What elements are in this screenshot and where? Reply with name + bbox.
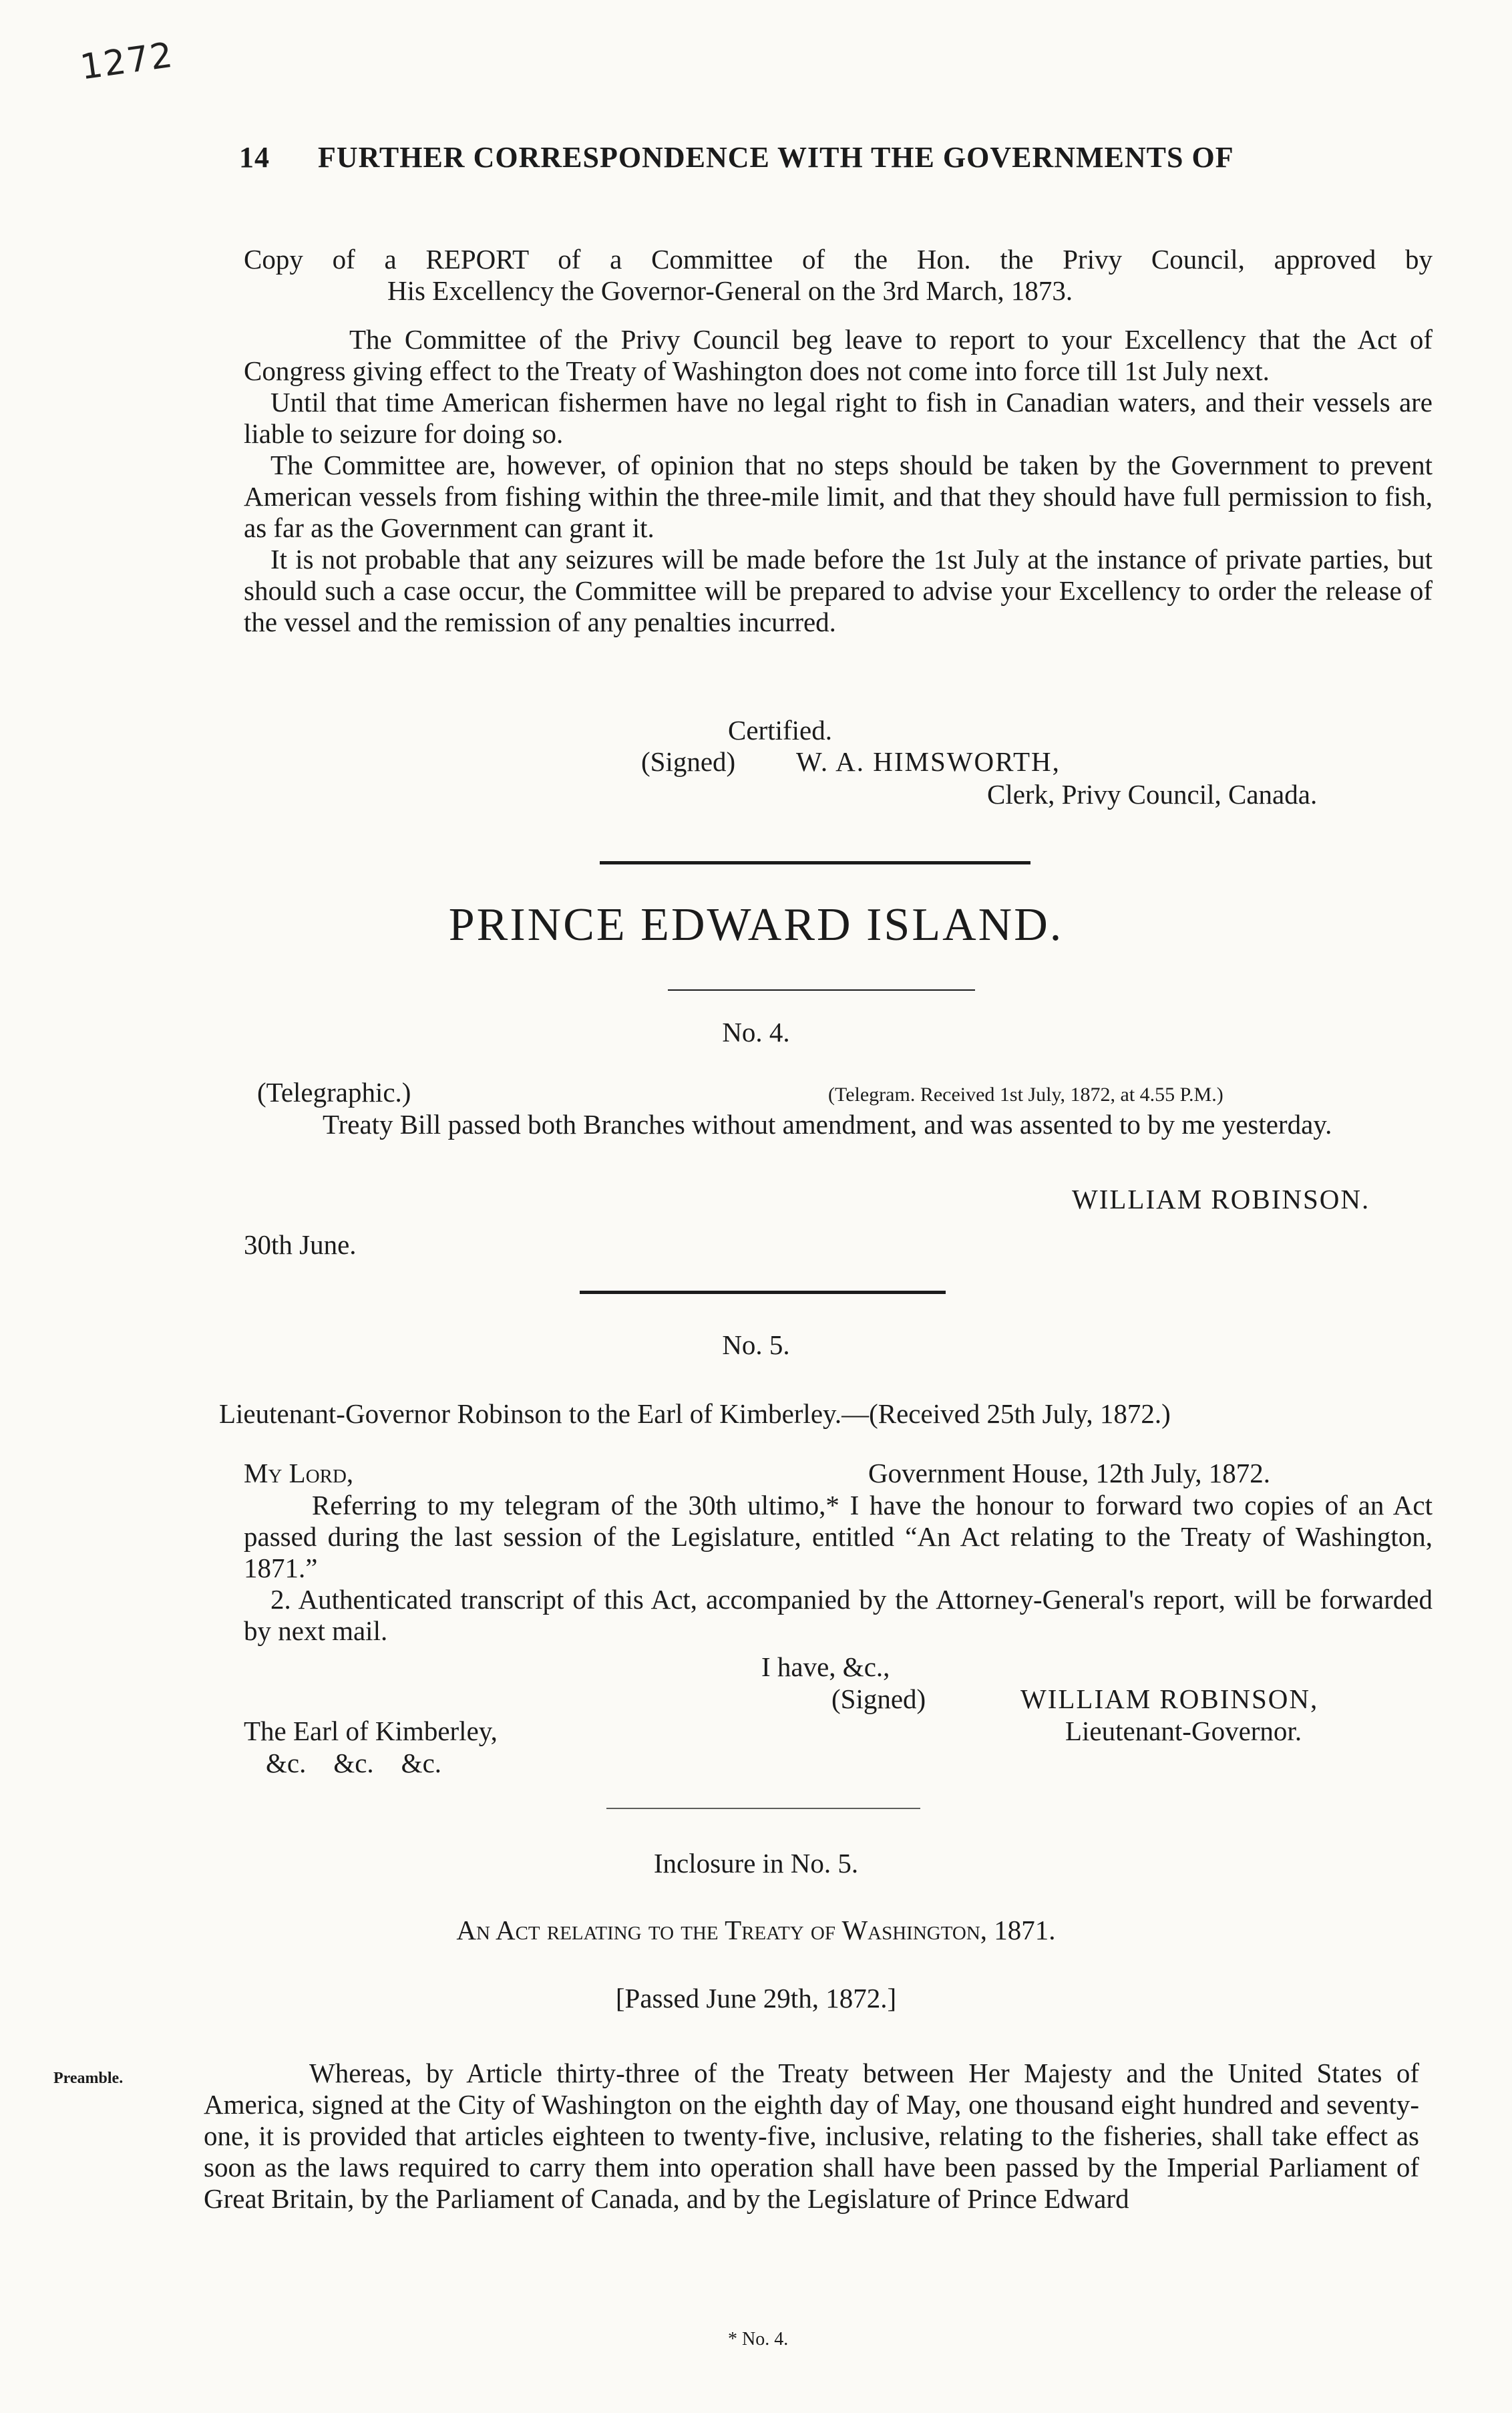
no5-signatory: WILLIAM ROBINSON, — [1020, 1683, 1319, 1714]
report-para-1: The Committee of the Privy Council beg leave to report to your Excellency that the Act of Congress giving effect to the Treaty of Washington does not come into force till 1st July next. — [244, 324, 1433, 386]
no5-addressee-2: &c. &c. &c. — [266, 1748, 442, 1778]
no5-divider — [606, 1808, 920, 1809]
report-title — [244, 244, 1433, 307]
page-number: 14 — [239, 141, 270, 174]
no5-para-2: 2. Authenticated transcript of this Act, accompanied by the Attorney-General's report, will be forwarded by next mail. — [244, 1584, 1433, 1646]
no5-closing: I have, &c., — [761, 1651, 890, 1682]
no5-number: No. 5. — [722, 1329, 790, 1360]
no4-body: Treaty Bill passed both Branches without amendment, and was assented to by me yesterday. — [323, 1109, 1332, 1140]
no5-addressee-1: The Earl of Kimberley, — [244, 1716, 498, 1746]
report-certified: Certified. — [728, 715, 832, 746]
no4-date: 30th June. — [244, 1229, 357, 1260]
no5-body — [244, 1490, 1433, 1647]
no4-divider — [580, 1291, 946, 1294]
report-body — [244, 324, 1433, 638]
report-signed-label: (Signed) — [641, 746, 736, 777]
footnote: * No. 4. — [728, 2329, 789, 2350]
report-para-4: It is not probable that any seizures will be made before the 1st July at the instance of private parties, but should such a case occur, the Committee will be prepared to advise your Excellency to order the release of the vessel and the remission of any penalties incurred. — [244, 544, 1433, 637]
no4-type: (Telegraphic.) — [257, 1077, 411, 1108]
preamble-text: Whereas, by Article thirty-three of the Treaty between Her Majesty and the United States of America, signed at the City of Washington on the eighth day of May, one thousand eight hundred and seventy-one, it is provided that articles eighteen to twenty-five, inclusive, relating to the fisheries, shall take effect as soon as the laws required to carry them into operation shall have been passed by the Imperial Parliament of Great Britain, by the Parliament of Canada, and by the Legislature of Prince Edward — [204, 2058, 1419, 2214]
no5-para-1: Referring to my telegram of the 30th ultimo,* I have the honour to forward two copies of an Act passed during the last session of the Legislature, entitled “An Act relating to the Treaty of Washington, 1871.” — [244, 1490, 1433, 1583]
report-para-3: The Committee are, however, of opinion that no steps should be taken by the Government to prevent American vessels from fishing within the three-mile limit, and that they should have full permission to fish, as far as the Government can grant it. — [244, 450, 1433, 543]
no5-signatory-title: Lieutenant-Governor. — [1065, 1716, 1302, 1746]
no4-number: No. 4. — [722, 1017, 790, 1048]
act-passed-date: [Passed June 29th, 1872.] — [615, 1983, 897, 2014]
section-title: PRINCE EDWARD ISLAND. — [448, 899, 1064, 951]
running-title: FURTHER CORRESPONDENCE WITH THE GOVERNMENTS OF — [318, 141, 1234, 174]
no4-signatory: WILLIAM ROBINSON. — [1072, 1184, 1370, 1215]
section-title-underline — [668, 989, 975, 991]
report-signatory: W. A. HIMSWORTH, — [796, 746, 1061, 777]
act-title: An Act relating to the Treaty of Washington, 1871. — [456, 1915, 1056, 1945]
no4-received: (Telegram. Received 1st July, 1872, at 4.55 P.M.) — [828, 1084, 1223, 1106]
handwritten-note: 1272 — [77, 35, 176, 88]
running-header — [239, 140, 1348, 174]
section-divider — [600, 861, 1030, 864]
no5-place-date: Government House, 12th July, 1872. — [868, 1458, 1271, 1488]
report-title-line2: His Excellency the Governor-General on the 3rd March, 1873. — [387, 275, 1073, 306]
inclosure-title: Inclosure in No. 5. — [653, 1848, 859, 1879]
report-para-2: Until that time American fishermen have no legal right to fish in Canadian waters, and their vessels are liable to seizure for doing so. — [244, 387, 1433, 449]
no5-signed-label: (Signed) — [831, 1683, 926, 1714]
no5-salutation: My Lord, — [244, 1458, 354, 1488]
report-title-line1: Copy of a REPORT of a Committee of the Hon. the Privy Council, approved by — [244, 244, 1433, 275]
marginal-note-preamble: Preamble. — [53, 2070, 124, 2087]
no5-heading: Lieutenant-Governor Robinson to the Earl of Kimberley.—(Received 25th July, 1872.) — [219, 1398, 1171, 1429]
report-signatory-title: Clerk, Privy Council, Canada. — [987, 779, 1318, 810]
